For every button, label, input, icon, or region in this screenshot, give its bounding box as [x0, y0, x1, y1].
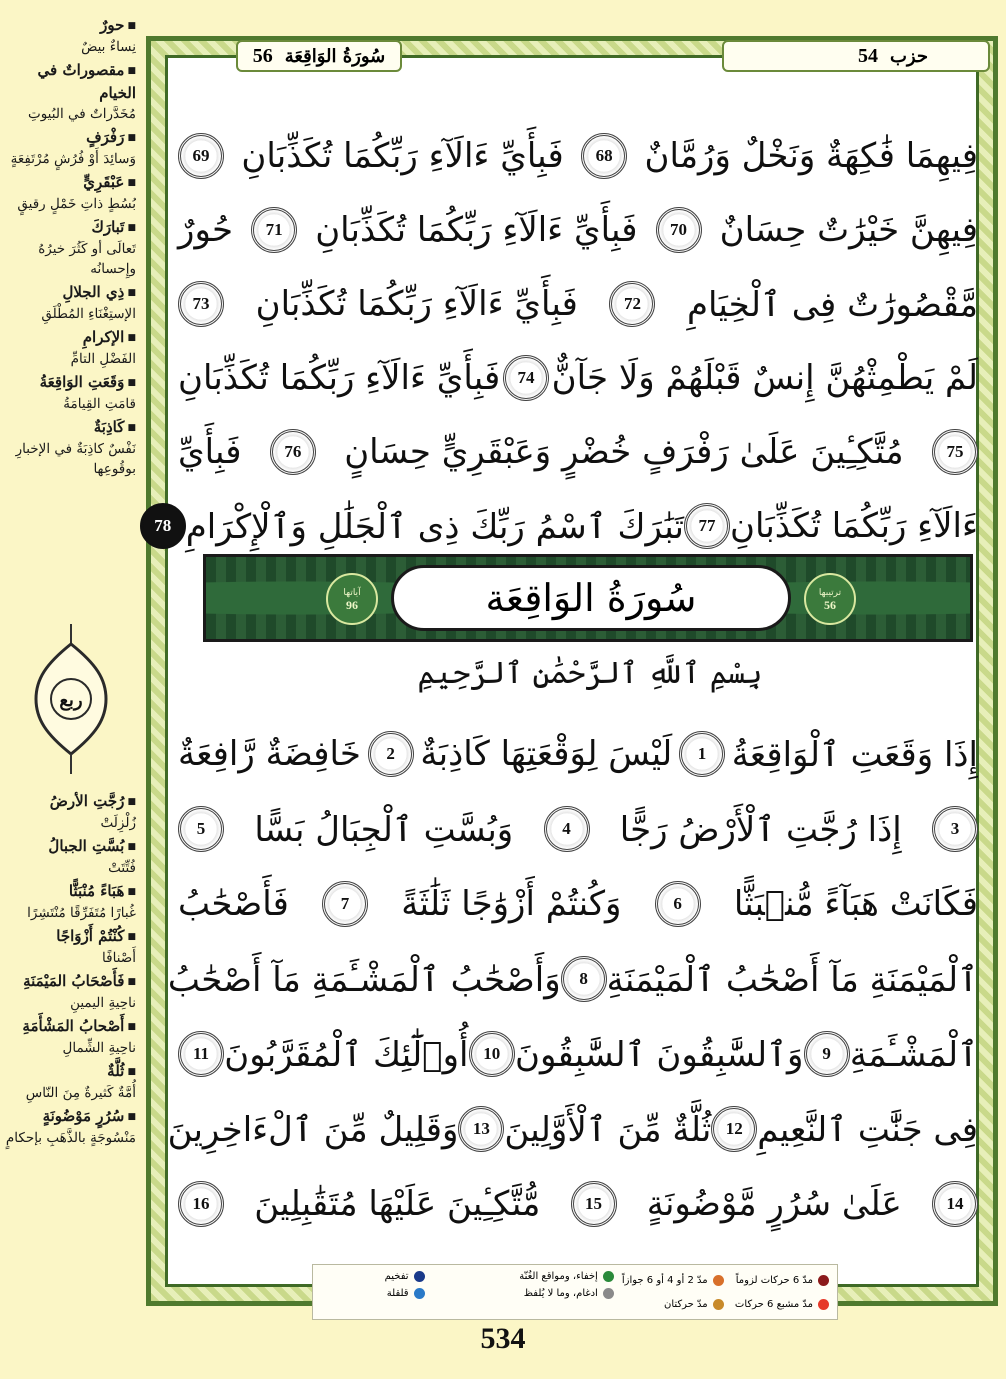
surah-order-medal: [804, 573, 856, 625]
ayah-number-marker: 9: [804, 1031, 850, 1077]
ayah-number-marker: 72: [609, 281, 655, 327]
glossary-entry: [4, 14, 136, 57]
verse-text: فَكَانَتْ هَبَآءً مُّنۢبَثًّا: [733, 884, 978, 924]
legend-color-dot: [818, 1275, 829, 1286]
ayah-number-marker: 69: [178, 133, 224, 179]
glossary-definition: بُسُطٍ ذاتِ خَمْلٍ رقيقٍ: [17, 196, 136, 212]
ayah-number-marker: 75: [932, 429, 978, 475]
legend-color-dot: [713, 1275, 724, 1286]
glossary-entry: [4, 371, 136, 414]
glossary-definition: أَصْنافًا: [102, 950, 136, 966]
glossary-term: ■ عَبْقَرِيٍّ: [4, 171, 136, 194]
verse-text: ثُلَّةٌ مِّنَ ٱلْأَوَّلِينَ: [504, 1109, 712, 1150]
verse-line: [178, 1174, 978, 1234]
verse-text: وَأَصْحَٰبُ ٱلْمَشْـَٔمَةِ مَآ أَصْحَٰبُ: [167, 959, 561, 1000]
ayah-number-marker: 11: [178, 1031, 224, 1077]
glossary-entry: [4, 216, 136, 279]
glossary-definition: تَعالَى أو كَثُرَ خيرُهُ وإِحسانُه: [38, 241, 136, 277]
surah-order-label: ترتيبها: [818, 588, 842, 598]
verse-text: ٱلْمَيْمَنَةِ مَآ أَصْحَٰبُ ٱلْمَيْمَنَةِ: [606, 959, 978, 1000]
hizb-mark-text: ربع: [59, 690, 83, 711]
verse-line: [178, 799, 978, 859]
glossary-definition: ناحِيةِ الشِّمالِ: [62, 1040, 136, 1056]
header-surah-name: سُورَةُ الوَاقِعَة: [284, 45, 386, 67]
ayah-number-marker: 16: [178, 1181, 224, 1227]
verse-line: [178, 200, 978, 260]
legend-item: [321, 1288, 425, 1299]
glossary-bottom: [4, 790, 136, 1150]
verse-line: [178, 1024, 978, 1084]
glossary-entry: [4, 59, 136, 124]
verse-text: فَبِأَيِّ: [178, 432, 242, 472]
legend-item: [321, 1271, 425, 1282]
glossary-definition: مَنْسُوجَةٍ بالذَّهَبِ بإحكامٍ: [5, 1130, 136, 1146]
ayah-number-marker: 14: [932, 1181, 978, 1227]
ayah-number-marker: 3: [932, 806, 978, 852]
legend-item: [622, 1271, 724, 1289]
verse-text: تَبَٰرَكَ ٱسْمُ رَبِّكَ ذِى ٱلْجَلَٰلِ وَٱلْإِكْرَامِ: [185, 506, 685, 547]
glossary-term: ■ كَاذِبَةٌ: [4, 416, 136, 439]
basmala: بِسْمِ ٱللَّهِ ٱلرَّحْمَٰنِ ٱلرَّحِيمِ: [417, 656, 763, 691]
legend-color-dot: [414, 1271, 425, 1282]
legend-label: مدّ 6 حركات لزوماً: [735, 1274, 813, 1286]
ayah-number-marker: 73: [178, 281, 224, 327]
glossary-entry: [4, 326, 136, 369]
legend-label: مدّ 2 أو 4 أو 6 جوازاً: [621, 1274, 708, 1286]
verse-line: [178, 348, 978, 408]
glossary-term: ■ مقصوراتٌ في الخيام: [4, 59, 136, 104]
legend-label: ادغام، وما لا يُلفظ: [523, 1288, 598, 1299]
glossary-definition: أُمَّةٌ كَثيرةٌ مِنَ النّاسِ: [25, 1085, 136, 1101]
ayah-number-marker: 2: [368, 731, 414, 777]
verse-line: [154, 496, 978, 556]
surah-title-cartouche: [391, 565, 791, 631]
glossary-definition: مُخَدَّراتٌ في البُيوتِ: [28, 106, 136, 122]
glossary-term: ■ حورٌ: [4, 14, 136, 37]
glossary-term: ■ كُنْتُمْ أَزْوَاجًا: [4, 925, 136, 948]
glossary-entry: [4, 925, 136, 968]
surah-order-number: 56: [824, 598, 836, 612]
legend-item: [433, 1271, 614, 1282]
glossary-definition: ناحِيةِ اليمينِ: [70, 995, 136, 1011]
verse-text: فِيهِمَا فَٰكِهَةٌ وَنَخْلٌ وَرُمَّانٌ: [644, 136, 978, 176]
glossary-definition: زُلْزِلَتْ: [100, 815, 136, 831]
glossary-term: ■ سُرُرٍ مَوْضُونَةٍ: [4, 1105, 136, 1128]
header-hizb-label: حزب: [889, 45, 928, 67]
hizb-quarter-mark-icon: [30, 624, 112, 774]
glossary-entry: [4, 416, 136, 479]
ayah-number-marker: 76: [270, 429, 316, 475]
glossary-term: ■ فَأَصْحَابُ المَيْمَنَةِ: [4, 970, 136, 993]
verse-text: فِيهِنَّ خَيْرَٰتٌ حِسَانٌ: [719, 210, 978, 250]
legend-color-dot: [603, 1288, 614, 1299]
verse-text: خَافِضَةٌ رَّافِعَةٌ: [178, 734, 361, 774]
glossary-entry: [4, 1105, 136, 1148]
legend-color-dot: [603, 1271, 614, 1282]
legend-label: مدّ مشبع 6 حركات: [734, 1298, 813, 1310]
glossary-definition: نَفْسٌ كاذِبَةٌ في الإخبارِ بوقُوعِها: [15, 441, 136, 477]
ayah-number-marker: 6: [655, 881, 701, 927]
verse-line: [178, 724, 978, 784]
verse-line: [167, 1099, 978, 1159]
verse-text: وَكُنتُمْ أَزْوَٰجًا ثَلَٰثَةً: [401, 884, 622, 924]
legend-column: [622, 1271, 829, 1313]
verse-text: وَٱلسَّٰبِقُونَ ٱلسَّٰبِقُونَ: [514, 1034, 804, 1075]
legend-color-dot: [818, 1299, 829, 1310]
glossary-entry: [4, 835, 136, 878]
ayah-number-marker: 71: [251, 207, 297, 253]
legend-column: [321, 1271, 425, 1313]
glossary-definition: قامَتِ القِيامَةُ: [63, 396, 136, 412]
ayat-count-label: آياتها: [343, 588, 361, 598]
header-surah-number: 56: [252, 44, 273, 67]
verse-line: [178, 126, 978, 186]
verse-line: [178, 422, 978, 482]
verse-text: وَقَلِيلٌ مِّنَ ٱلْءَاخِرِينَ: [167, 1109, 459, 1150]
glossary-entry: [4, 281, 136, 324]
legend-item: [730, 1295, 829, 1313]
ayah-number-marker: 77: [684, 503, 730, 549]
page-number: 534: [480, 1322, 526, 1355]
verse-text: عَلَىٰ سُرُرٍ مَّوْضُونَةٍ: [646, 1184, 902, 1224]
glossary-top: [4, 14, 136, 632]
legend-item: [622, 1295, 724, 1313]
legend-label: قلقلة: [386, 1288, 409, 1299]
legend-item: [730, 1271, 829, 1289]
verse-line: [167, 949, 978, 1009]
glossary-entry: [4, 126, 136, 169]
verse-text: أُو۟لَٰٓئِكَ ٱلْمُقَرَّبُونَ: [224, 1034, 469, 1075]
ayah-number-marker: 74: [503, 355, 549, 401]
ayat-count-medal: [326, 573, 378, 625]
verse-text: مَّقْصُورَٰتٌ فِى ٱلْخِيَامِ: [687, 284, 978, 325]
ayah-number-marker: 10: [469, 1031, 515, 1077]
ayah-number-marker: 1: [679, 731, 725, 777]
surah-title: سُورَةُ الوَاقِعَة: [485, 576, 697, 620]
verse-text: مُتَّكِـِٔينَ عَلَىٰ رَفْرَفٍ خُضْرٍ وَعَبْقَرِيٍّ حِسَانٍ: [344, 432, 904, 472]
glossary-definition: وَسائِدَ أَوْ فُرُشٍ مُرْتَفِعَةٍ: [10, 151, 136, 167]
ayah-number-marker: 78: [140, 503, 186, 549]
verse-text: لَيْسَ لِوَقْعَتِهَا كَاذِبَةٌ: [420, 734, 673, 774]
legend-color-dot: [713, 1299, 724, 1310]
ayah-number-marker: 13: [458, 1106, 504, 1152]
glossary-term: ■ ثُلَّةٌ: [4, 1060, 136, 1083]
glossary-term: ■ بُسَّتِ الجبالُ: [4, 835, 136, 858]
ayah-number-marker: 4: [544, 806, 590, 852]
verse-text: فَأَصْحَٰبُ: [178, 884, 289, 924]
verse-text: ءَالَآءِ رَبِّكُمَا تُكَذِّبَانِ: [730, 506, 978, 546]
header-hizb: [722, 40, 990, 72]
ayah-number-marker: 8: [561, 956, 607, 1002]
ayah-number-marker: 5: [178, 806, 224, 852]
tajweed-legend: [312, 1264, 838, 1320]
ayah-number-marker: 12: [711, 1106, 757, 1152]
header-hizb-number: 54: [857, 44, 878, 67]
glossary-term: ■ رُجَّتِ الأرضُ: [4, 790, 136, 813]
glossary-entry: [4, 790, 136, 833]
verse-text: فَبِأَيِّ ءَالَآءِ رَبِّكُمَا تُكَذِّبَانِ: [241, 136, 564, 176]
legend-column: [433, 1271, 614, 1313]
glossary-entry: [4, 171, 136, 214]
glossary-term: ■ هَبَاءً مُنْبَثًّا: [4, 880, 136, 903]
ayah-number-marker: 70: [656, 207, 702, 253]
ayat-count-number: 96: [346, 598, 358, 612]
verse-line: [178, 874, 978, 934]
verse-text: مُّتَّكِـِٔينَ عَلَيْهَا مُتَقَٰبِلِينَ: [254, 1184, 541, 1224]
glossary-term: ■ وَقَعَتِ الوَاقِعَةُ: [4, 371, 136, 394]
legend-color-dot: [414, 1288, 425, 1299]
verse-text: إِذَا وَقَعَتِ ٱلْوَاقِعَةُ: [731, 734, 978, 775]
legend-label: مدّ حركتان: [663, 1298, 708, 1310]
verse-text: إِذَا رُجَّتِ ٱلْأَرْضُ رَجًّا: [619, 809, 902, 850]
margin-glossary: [0, 0, 142, 1379]
glossary-definition: فُتِّتَتْ: [108, 860, 136, 876]
glossary-term: ■ رَفْرَفٍ: [4, 126, 136, 149]
glossary-term: ■ أَصْحابُ المَشْأَمَةِ: [4, 1015, 136, 1038]
verse-text: فَبِأَيِّ ءَالَآءِ رَبِّكُمَا تُكَذِّبَانِ: [315, 210, 638, 250]
ayah-number-marker: 68: [581, 133, 627, 179]
surah-banner: [203, 554, 973, 642]
verse-text: ٱلْمَشْـَٔمَةِ: [849, 1034, 978, 1075]
legend-label: إخفاء، ومواقع الغُنّة: [519, 1271, 598, 1282]
glossary-term: ■ ذِي الجلالِ: [4, 281, 136, 304]
glossary-term: ■ الإكرامِ: [4, 326, 136, 349]
glossary-entry: [4, 970, 136, 1013]
glossary-definition: غُبارًا مُتَفَرِّقًا مُنْتَشِرًا: [27, 905, 136, 921]
ayah-number-marker: 7: [322, 881, 368, 927]
glossary-term: ■ تَبارَكَ: [4, 216, 136, 239]
ayah-number-marker: 15: [571, 1181, 617, 1227]
legend-label: تفخيم: [384, 1271, 409, 1282]
verse-text: وَبُسَّتِ ٱلْجِبَالُ بَسًّا: [254, 809, 514, 850]
glossary-definition: الفَضْلِ التامِّ: [70, 351, 136, 367]
verse-text: حُورٌ: [178, 210, 234, 250]
glossary-entry: [4, 1015, 136, 1058]
glossary-entry: [4, 1060, 136, 1103]
verse-text: فَبِأَيِّ ءَالَآءِ رَبِّكُمَا تُكَذِّبَانِ: [255, 284, 578, 324]
verse-text: لَمْ يَطْمِثْهُنَّ إِنسٌ قَبْلَهُمْ وَلَا جَآنٌّ: [551, 358, 978, 398]
legend-item: [433, 1288, 614, 1299]
glossary-definition: نِساءٌ بيضٌ: [81, 39, 136, 55]
header-surah: [236, 40, 402, 72]
glossary-entry: [4, 880, 136, 923]
verse-line: [178, 274, 978, 334]
glossary-definition: الإستِغْنَاءِ المُطْلَقِ: [41, 306, 136, 322]
verse-text: فَبِأَيِّ ءَالَآءِ رَبِّكُمَا تُكَذِّبَانِ: [178, 358, 501, 398]
verse-text: فِى جَنَّٰتِ ٱلنَّعِيمِ: [757, 1109, 978, 1150]
